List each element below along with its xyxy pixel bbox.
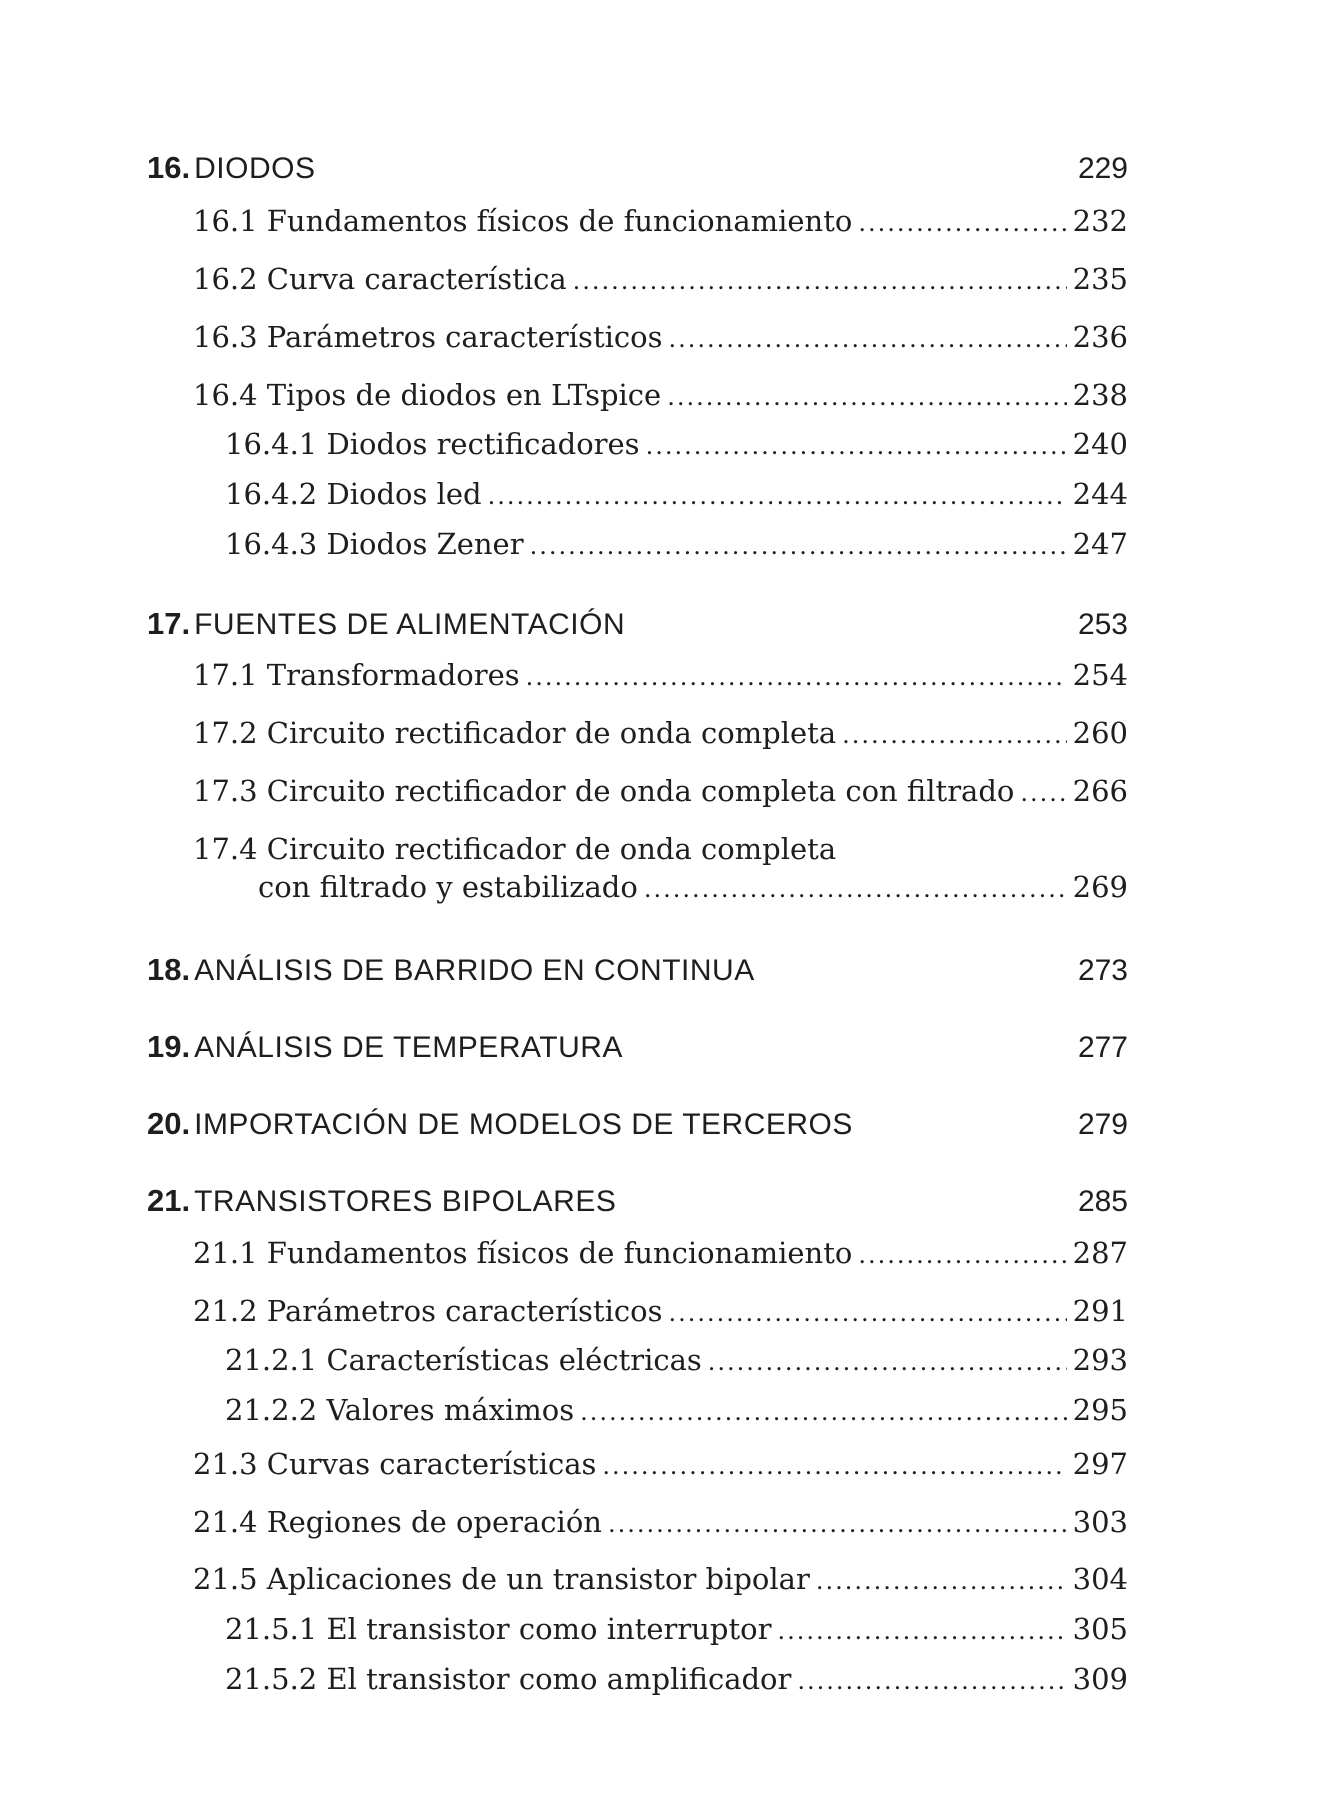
toc-subsection-21-2-2[interactable] [225, 1393, 1128, 1427]
toc-chapter-18[interactable] [147, 952, 1128, 988]
page-number: 238 [1072, 378, 1128, 412]
page-number: 293 [1072, 1343, 1128, 1377]
page-number: 295 [1072, 1393, 1128, 1427]
section-title: 21.2 Parámetros característicos [193, 1294, 663, 1328]
toc-subsection-16-4-3[interactable] [225, 527, 1128, 561]
page-number: 236 [1072, 320, 1128, 354]
page-number: 260 [1072, 716, 1128, 750]
dot-leader [858, 1236, 1066, 1270]
subsection-title: 16.4.3 Diodos Zener [225, 527, 524, 561]
dot-leader [1020, 774, 1066, 808]
toc-section-21-4[interactable] [193, 1505, 1128, 1539]
toc-chapter-16[interactable] [147, 150, 1128, 186]
toc-chapter-20[interactable] [147, 1106, 1128, 1142]
page-number: 285 [1077, 1185, 1128, 1218]
subsection-title: 16.4.1 Diodos rectificadores [225, 427, 640, 461]
page-number: 266 [1072, 774, 1128, 808]
section-title: 21.5 Aplicaciones de un transistor bipolar [193, 1562, 810, 1596]
toc-chapter-19[interactable] [147, 1029, 1128, 1065]
section-title: 21.3 Curvas características [193, 1447, 597, 1481]
section-title: 16.3 Parámetros característicos [193, 320, 663, 354]
chapter-title: DIODOS [194, 152, 316, 185]
chapter-number: 20. [147, 1106, 191, 1141]
section-title: 17.2 Circuito rectificador de onda completa [193, 716, 837, 750]
dot-leader [530, 527, 1067, 561]
dot-leader [602, 1447, 1066, 1481]
toc-section-21-1[interactable] [193, 1236, 1128, 1270]
dot-leader [608, 1505, 1067, 1539]
chapter-title: FUENTES DE ALIMENTACIÓN [194, 608, 626, 641]
toc-section-16-1[interactable] [193, 204, 1128, 238]
page-number: 229 [1077, 152, 1128, 185]
chapter-title: IMPORTACIÓN DE MODELOS DE TERCEROS [194, 1108, 853, 1141]
chapter-title: ANÁLISIS DE BARRIDO EN CONTINUA [194, 954, 755, 987]
section-title: 21.4 Regiones de operación [193, 1505, 602, 1539]
page-number: 232 [1072, 204, 1128, 238]
dot-leader [667, 378, 1066, 412]
page-number: 305 [1072, 1612, 1128, 1646]
dot-leader [816, 1562, 1067, 1596]
dot-leader [526, 658, 1067, 692]
dot-leader [668, 320, 1066, 354]
section-title: 21.1 Fundamentos físicos de funcionamiento [193, 1236, 853, 1270]
page-number: 304 [1072, 1562, 1128, 1596]
dot-leader [646, 427, 1067, 461]
toc-section-17-3[interactable] [193, 774, 1128, 808]
page-number: 297 [1072, 1447, 1128, 1481]
toc-subsection-16-4-1[interactable] [225, 427, 1128, 461]
section-title: 17.3 Circuito rectificador de onda completa con filtrado [193, 774, 1015, 808]
toc-subsection-16-4-2[interactable] [225, 477, 1128, 511]
dot-leader [842, 716, 1067, 750]
page-number: 254 [1072, 658, 1128, 692]
chapter-number: 19. [147, 1029, 191, 1064]
dot-leader [580, 1393, 1066, 1427]
section-title: 16.4 Tipos de diodos en LTspice [193, 378, 662, 412]
chapter-number: 16. [147, 150, 191, 185]
page-number: 235 [1072, 262, 1128, 296]
page-number: 309 [1072, 1662, 1128, 1696]
page-number: 277 [1077, 1031, 1128, 1064]
section-title-line2-row [258, 870, 1128, 904]
toc-subsection-21-5-1[interactable] [225, 1612, 1128, 1646]
chapter-number: 21. [147, 1183, 191, 1218]
chapter-title: ANÁLISIS DE TEMPERATURA [194, 1031, 623, 1064]
section-title: 16.2 Curva característica [193, 262, 567, 296]
dot-leader [644, 870, 1067, 904]
dot-leader [708, 1343, 1067, 1377]
chapter-number: 17. [147, 606, 191, 641]
section-title-line2: con filtrado y estabilizado [258, 870, 638, 904]
toc-section-17-1[interactable] [193, 658, 1128, 692]
page-number: 279 [1077, 1108, 1128, 1141]
page-number: 269 [1072, 870, 1128, 904]
page-number: 247 [1072, 527, 1128, 561]
page-number: 240 [1072, 427, 1128, 461]
page-number: 244 [1072, 477, 1128, 511]
page-number: 303 [1072, 1505, 1128, 1539]
toc-chapter-21[interactable] [147, 1183, 1128, 1219]
toc-section-17-4[interactable] [193, 832, 1128, 904]
toc-section-21-5[interactable] [193, 1562, 1128, 1596]
subsection-title: 21.2.1 Características eléctricas [225, 1343, 702, 1377]
section-title: 17.1 Transformadores [193, 658, 520, 692]
subsection-title: 21.5.1 El transistor como interruptor [225, 1612, 772, 1646]
dot-leader [777, 1612, 1066, 1646]
dot-leader [858, 204, 1066, 238]
toc-subsection-21-2-1[interactable] [225, 1343, 1128, 1377]
subsection-title: 21.5.2 El transistor como amplificador [225, 1662, 792, 1696]
page-number: 253 [1077, 608, 1128, 641]
section-title-line1: 17.4 Circuito rectificador de onda completa [193, 832, 837, 866]
toc-section-16-3[interactable] [193, 320, 1128, 354]
toc-section-17-2[interactable] [193, 716, 1128, 750]
toc-section-21-2[interactable] [193, 1294, 1128, 1328]
chapter-title: TRANSISTORES BIPOLARES [194, 1185, 617, 1218]
page-number: 273 [1077, 954, 1128, 987]
subsection-title: 16.4.2 Diodos led [225, 477, 482, 511]
subsection-title: 21.2.2 Valores máximos [225, 1393, 575, 1427]
dot-leader [668, 1294, 1066, 1328]
toc-chapter-17[interactable] [147, 606, 1128, 642]
dot-leader [488, 477, 1067, 511]
page-number: 291 [1072, 1294, 1128, 1328]
section-title: 16.1 Fundamentos físicos de funcionamiento [193, 204, 853, 238]
page-number: 287 [1072, 1236, 1128, 1270]
toc-section-16-4[interactable] [193, 378, 1128, 412]
toc-section-21-3[interactable] [193, 1447, 1128, 1481]
chapter-number: 18. [147, 952, 191, 987]
toc-section-16-2[interactable] [193, 262, 1128, 296]
dot-leader [573, 262, 1067, 296]
toc-subsection-21-5-2[interactable] [225, 1662, 1128, 1696]
dot-leader [797, 1662, 1066, 1696]
